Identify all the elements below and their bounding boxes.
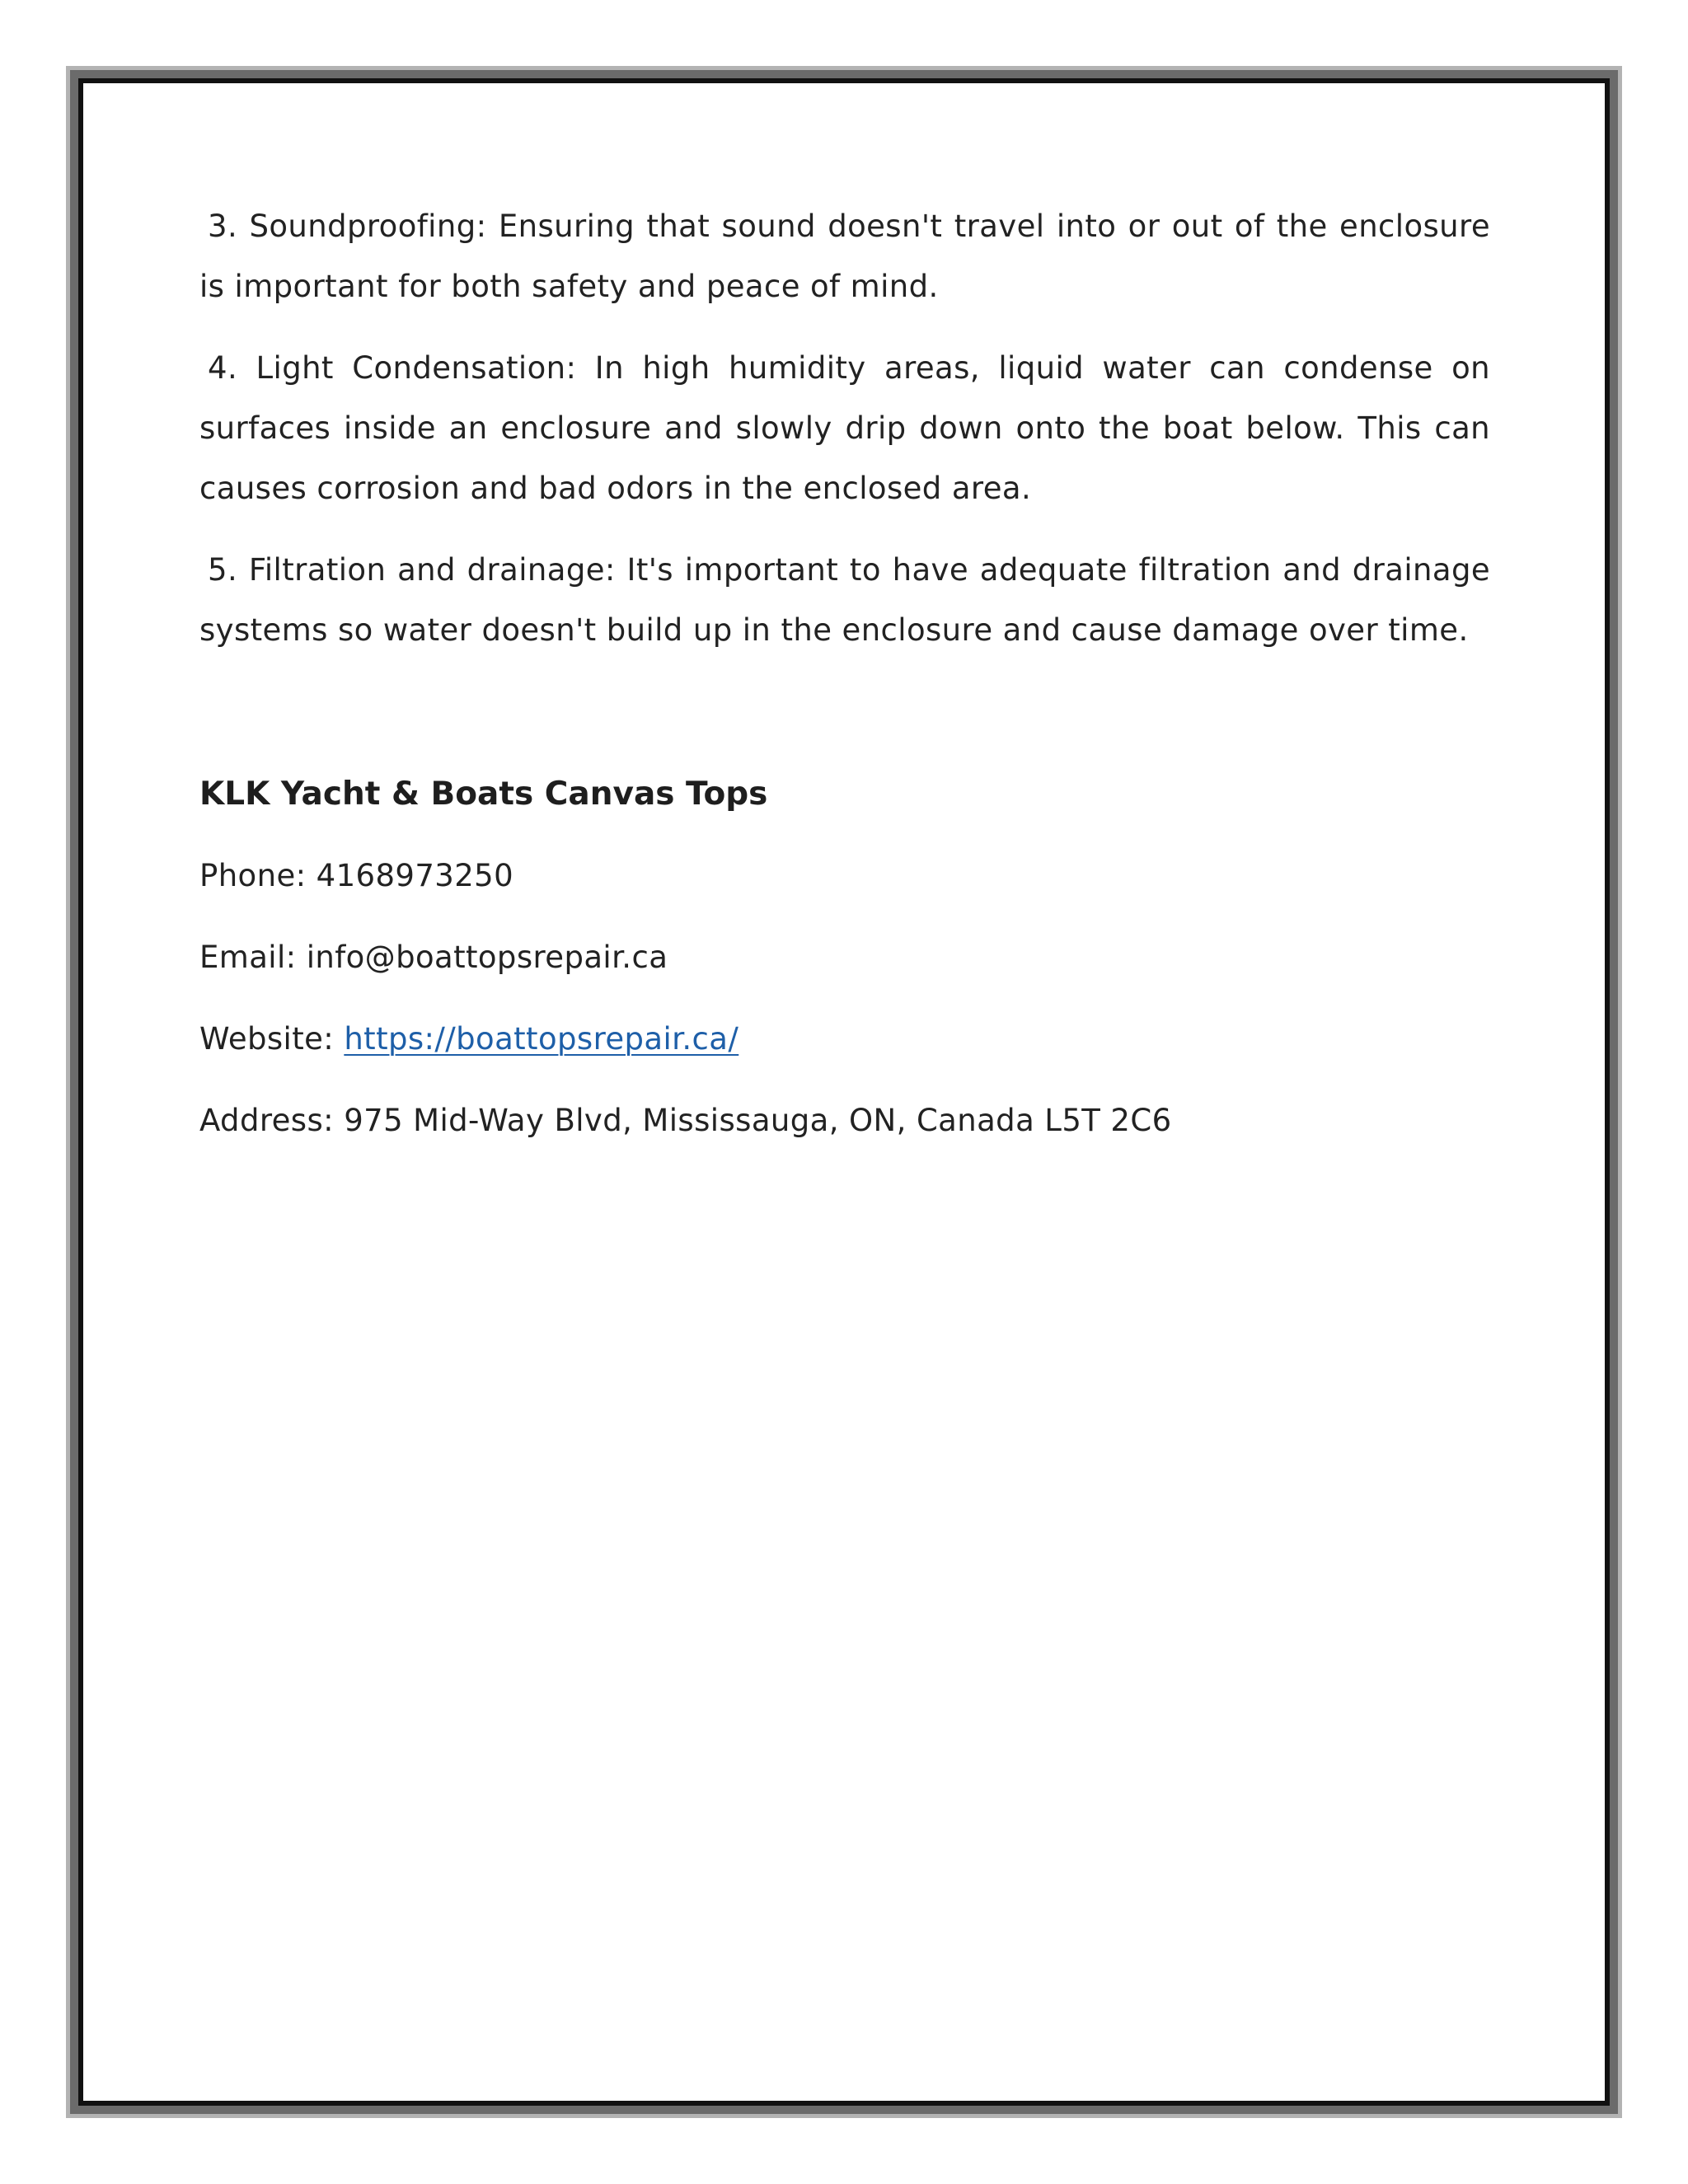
address-value: 975 Mid-Way Blvd, Mississauga, ON, Canada L5T 2C6: [344, 1103, 1172, 1138]
paragraph-soundproofing: 3. Soundproofing: Ensuring that sound doesn't travel into or out of the enclosure is important for both safety and peace of mind.: [199, 209, 1490, 304]
document-content: [199, 196, 1490, 1151]
phone-label: Phone:: [199, 858, 316, 893]
address-line: [199, 1090, 1490, 1151]
phone-value: 4168973250: [316, 858, 514, 893]
email-line: [199, 927, 1490, 987]
address-label: Address:: [199, 1103, 345, 1138]
website-link[interactable]: https://boattopsrepair.ca/: [344, 1021, 739, 1057]
paragraph-filtration-drainage: 5. Filtration and drainage: It's important to have adequate filtration and drainage systems so water doesn't build up in the enclosure and cause damage over time.: [199, 552, 1490, 648]
company-name: KLK Yacht & Boats Canvas Tops: [199, 776, 768, 813]
website-label: Website:: [199, 1021, 345, 1057]
email-value: info@boattopsrepair.ca: [306, 940, 668, 975]
website-line: [199, 1009, 1490, 1069]
paragraph-light-condensation: 4. Light Condensation: In high humidity areas, liquid water can condense on surfaces inside an enclosure and slowly drip down onto the boat below. This can causes corrosion and bad odors in the enclosed area.: [199, 350, 1490, 506]
email-label: Email:: [199, 940, 307, 975]
phone-line: [199, 846, 1490, 906]
